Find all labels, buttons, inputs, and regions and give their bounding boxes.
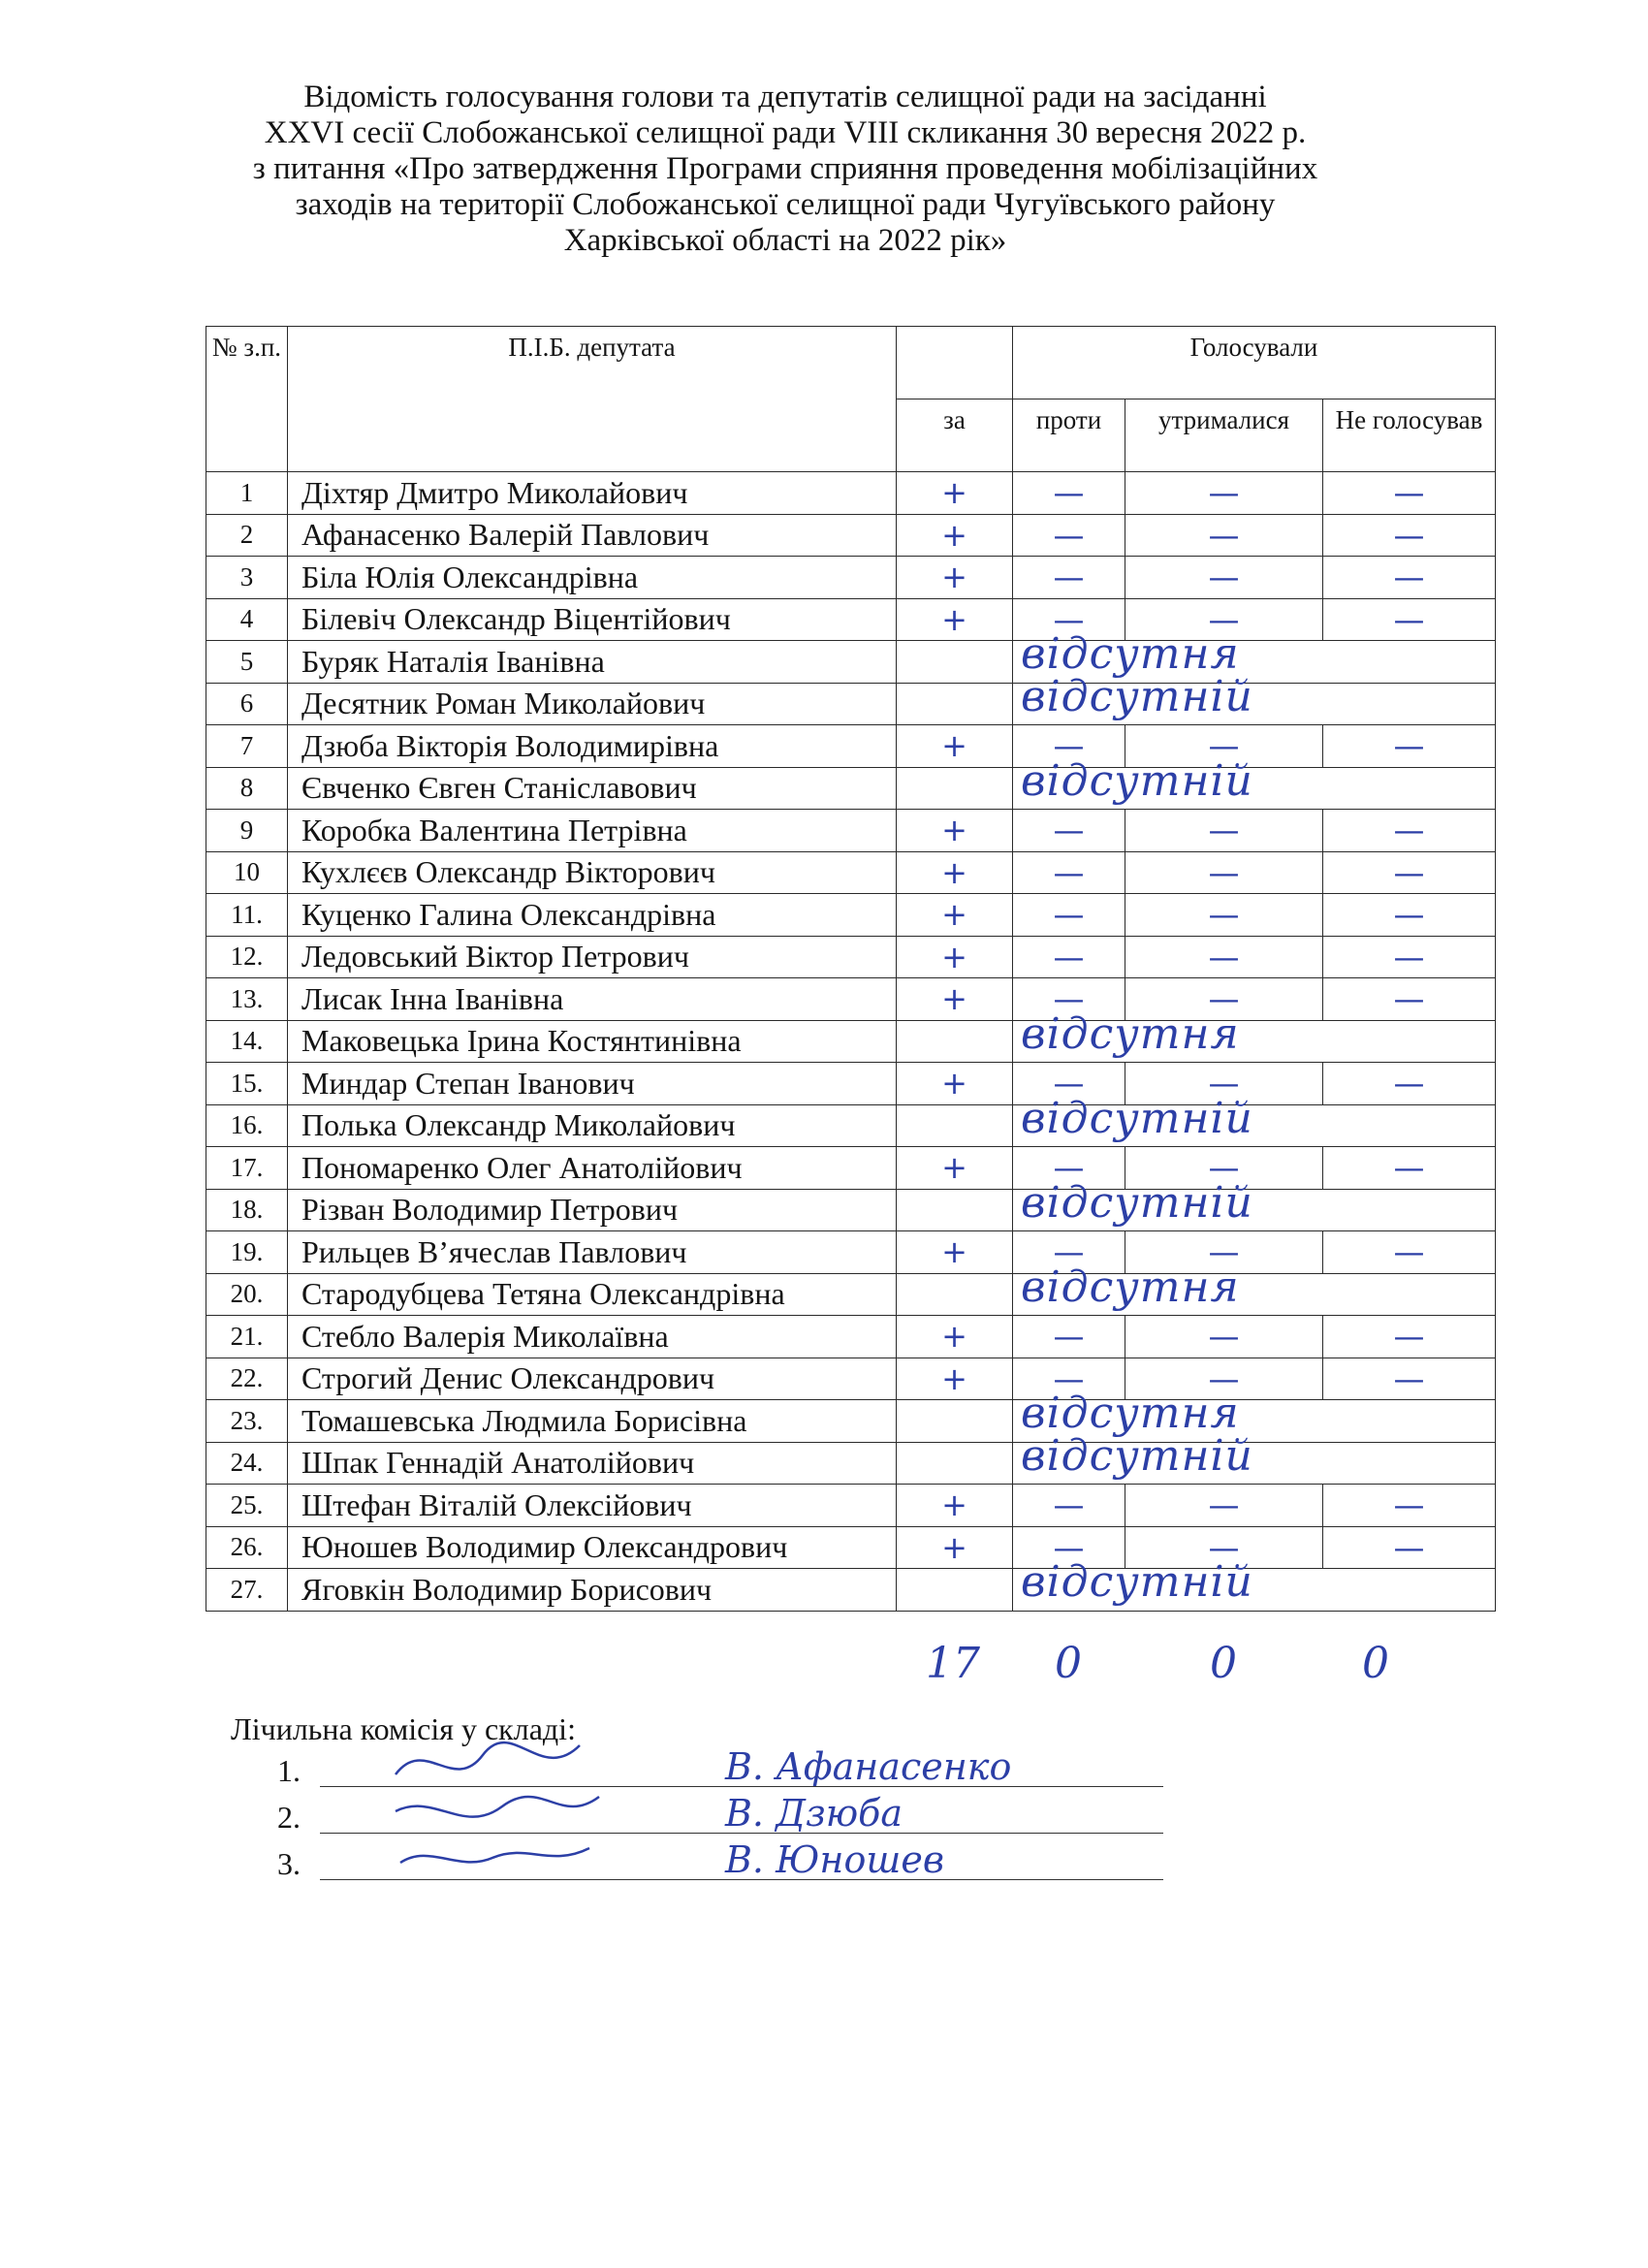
vote-ne-golosuvav: — [1323, 810, 1496, 852]
table-row [206, 598, 1496, 641]
absence-cell [1013, 1093, 1496, 1147]
vote-utrymalysia: — [1125, 1063, 1323, 1105]
deputy-name: Коробка Валентина Петрівна [288, 810, 897, 852]
table-row [206, 1526, 1496, 1569]
vote-ne-golosuvav: — [1323, 1063, 1496, 1105]
row-number: 14. [206, 1020, 288, 1063]
vote-ne-golosuvav: — [1323, 1358, 1496, 1400]
table-row [206, 894, 1496, 937]
vote-proty: — [1013, 1231, 1125, 1274]
deputy-name: Діхтяр Дмитро Миколайович [288, 472, 897, 515]
vote-proty: — [1013, 936, 1125, 978]
vote-ne-golosuvav: — [1323, 557, 1496, 599]
total-proty: 0 [1055, 1639, 1082, 1688]
signature-line [320, 1879, 1163, 1880]
row-number: 17. [206, 1147, 288, 1190]
vote-za: + [897, 894, 1013, 937]
vote-ne-golosuvav: — [1323, 725, 1496, 768]
vote-ne-golosuvav: — [1323, 598, 1496, 641]
vote-proty: — [1013, 1358, 1125, 1400]
table-row [206, 725, 1496, 768]
vote-za: + [897, 514, 1013, 557]
commission-member [231, 1792, 1200, 1840]
deputy-name: Строгий Денис Олександрович [288, 1358, 897, 1400]
table-row [206, 641, 1496, 684]
vote-za: + [897, 978, 1013, 1021]
table-row [206, 557, 1496, 599]
table-row [206, 1063, 1496, 1105]
vote-ne-golosuvav: — [1323, 894, 1496, 937]
vote-ne-golosuvav: — [1323, 936, 1496, 978]
header-voted: Голосували [1013, 327, 1496, 399]
total-za: 17 [926, 1639, 980, 1688]
absent-note: відсутня [1021, 629, 1240, 679]
absent-note: відсутня [1021, 1262, 1240, 1312]
vote-za: + [897, 557, 1013, 599]
vote-proty: — [1013, 1485, 1125, 1527]
row-number: 21. [206, 1316, 288, 1358]
row-number: 15. [206, 1063, 288, 1105]
table-row [206, 1316, 1496, 1358]
table-row [206, 1400, 1496, 1443]
table-row [206, 978, 1496, 1021]
vote-proty: — [1013, 810, 1125, 852]
absence-cell [1013, 1430, 1496, 1485]
table-row [206, 810, 1496, 852]
deputy-name: Штефан Віталій Олексійович [288, 1485, 897, 1527]
deputy-name: Полька Олександр Миколайович [288, 1104, 897, 1147]
deputy-name: Дзюба Вікторія Володимирівна [288, 725, 897, 768]
row-number: 25. [206, 1485, 288, 1527]
row-number: 1 [206, 472, 288, 515]
vote-utrymalysia: — [1125, 1358, 1323, 1400]
row-number: 23. [206, 1400, 288, 1443]
vote-proty: — [1013, 598, 1125, 641]
table-row [206, 1020, 1496, 1063]
vote-proty: — [1013, 1147, 1125, 1190]
vote-ne-golosuvav: — [1323, 1316, 1496, 1358]
header-proty: проти [1013, 399, 1125, 472]
signature-image [386, 1829, 609, 1887]
deputy-name: Куценко Галина Олександрівна [288, 894, 897, 937]
row-number: 4 [206, 598, 288, 641]
member-number: 3. [277, 1846, 301, 1881]
table-row [206, 472, 1496, 515]
vote-proty: — [1013, 851, 1125, 894]
table-row [206, 1231, 1496, 1274]
header-empty [897, 327, 1013, 399]
deputy-name: Лисак Інна Іванівна [288, 978, 897, 1021]
title-line: заходів на території Слобожанської селищної ради Чугуївського району [295, 187, 1276, 222]
vote-totals [0, 1639, 1648, 1687]
title-line: з питання «Про затвердження Програми сприяння проведення мобілізаційних [252, 151, 1318, 186]
absence-cell [1013, 671, 1496, 725]
member-number: 2. [277, 1800, 301, 1835]
vote-za [897, 767, 1013, 810]
table-row [206, 1147, 1496, 1190]
row-number: 11. [206, 894, 288, 937]
row-number: 26. [206, 1526, 288, 1569]
vote-za: + [897, 1316, 1013, 1358]
vote-utrymalysia: — [1125, 1485, 1323, 1527]
absent-note: відсутній [1021, 671, 1253, 721]
absence-cell [1013, 1557, 1496, 1612]
absence-cell [1013, 1177, 1496, 1231]
member-name: В. Афанасенко [725, 1745, 1012, 1788]
deputy-name: Томашевська Людмила Борисівна [288, 1400, 897, 1443]
title-line: XXVI сесії Слобожанської селищної ради VIII скликання 30 вересня 2022 р. [264, 115, 1307, 150]
row-number: 2 [206, 514, 288, 557]
vote-za [897, 1273, 1013, 1316]
vote-za: + [897, 598, 1013, 641]
row-number: 18. [206, 1189, 288, 1231]
vote-ne-golosuvav: — [1323, 851, 1496, 894]
table-row [206, 1569, 1496, 1612]
deputy-name: Афанасенко Валерій Павлович [288, 514, 897, 557]
table-row [206, 1485, 1496, 1527]
vote-utrymalysia: — [1125, 598, 1323, 641]
vote-za [897, 1189, 1013, 1231]
vote-za [897, 1569, 1013, 1612]
vote-proty: — [1013, 1063, 1125, 1105]
commission-member [231, 1838, 1200, 1887]
vote-utrymalysia: — [1125, 472, 1323, 515]
deputy-name: Миндар Степан Іванович [288, 1063, 897, 1105]
vote-ne-golosuvav: — [1323, 1231, 1496, 1274]
deputy-name: Білевіч Олександр Віцентійович [288, 598, 897, 641]
row-number: 3 [206, 557, 288, 599]
deputy-name: Євченко Євген Станіславович [288, 767, 897, 810]
row-number: 22. [206, 1358, 288, 1400]
vote-za: + [897, 1485, 1013, 1527]
vote-za: + [897, 725, 1013, 768]
vote-za: + [897, 1358, 1013, 1400]
table-row [206, 1189, 1496, 1231]
deputy-name: Рильцев В’ячеслав Павлович [288, 1231, 897, 1274]
deputy-name: Десятник Роман Миколайович [288, 683, 897, 725]
table-row [206, 514, 1496, 557]
vote-ne-golosuvav: — [1323, 1485, 1496, 1527]
absent-note: відсутній [1021, 1093, 1253, 1143]
absent-note: відсутня [1021, 1008, 1240, 1059]
row-number: 12. [206, 936, 288, 978]
vote-ne-golosuvav: — [1323, 514, 1496, 557]
absent-note: відсутній [1021, 1177, 1253, 1228]
row-number: 5 [206, 641, 288, 684]
vote-za [897, 1104, 1013, 1147]
vote-utrymalysia: — [1125, 810, 1323, 852]
member-name: В. Юношев [725, 1838, 944, 1881]
document-title [155, 80, 1415, 259]
vote-utrymalysia: — [1125, 1526, 1323, 1569]
deputy-name: Біла Юлія Олександрівна [288, 557, 897, 599]
deputy-name: Стародубцева Тетяна Олександрівна [288, 1273, 897, 1316]
table-row [206, 851, 1496, 894]
table-row [206, 1273, 1496, 1316]
vote-za [897, 641, 1013, 684]
vote-za [897, 1442, 1013, 1485]
vote-proty: — [1013, 1316, 1125, 1358]
counting-commission [231, 1711, 1200, 1887]
absent-note: відсутня [1021, 1389, 1240, 1438]
vote-ne-golosuvav: — [1323, 978, 1496, 1021]
deputy-name: Стебло Валерія Миколаївна [288, 1316, 897, 1358]
deputy-name: Різван Володимир Петрович [288, 1189, 897, 1231]
vote-za [897, 1020, 1013, 1063]
vote-utrymalysia: — [1125, 725, 1323, 768]
vote-utrymalysia: — [1125, 936, 1323, 978]
vote-utrymalysia: — [1125, 557, 1323, 599]
header-utrymalysia: утрималися [1125, 399, 1323, 472]
row-number: 16. [206, 1104, 288, 1147]
absence-cell [1013, 755, 1496, 810]
table-row [206, 1442, 1496, 1485]
vote-utrymalysia: — [1125, 1316, 1323, 1358]
commission-member [231, 1745, 1200, 1794]
voting-table [206, 326, 1496, 1612]
absent-note: відсутній [1021, 1557, 1253, 1607]
vote-proty: — [1013, 894, 1125, 937]
row-number: 24. [206, 1442, 288, 1485]
vote-ne-golosuvav: — [1323, 1147, 1496, 1190]
header-za: за [897, 399, 1013, 472]
vote-za: + [897, 1063, 1013, 1105]
deputy-name: Ледовський Віктор Петрович [288, 936, 897, 978]
table-row [206, 683, 1496, 725]
vote-za: + [897, 472, 1013, 515]
vote-proty: — [1013, 978, 1125, 1021]
vote-ne-golosuvav: — [1323, 1526, 1496, 1569]
vote-za: + [897, 810, 1013, 852]
table-row [206, 767, 1496, 810]
vote-za: + [897, 1147, 1013, 1190]
commission-title: Лічильна комісія у складі: [231, 1711, 576, 1746]
deputy-name: Буряк Наталія Іванівна [288, 641, 897, 684]
vote-za: + [897, 851, 1013, 894]
title-line: Харківської області на 2022 рік» [563, 223, 1007, 258]
deputy-name: Кухлєєв Олександр Вікторович [288, 851, 897, 894]
total-ne-golosuvav: 0 [1362, 1639, 1389, 1688]
vote-za [897, 683, 1013, 725]
absence-cell [1013, 1008, 1496, 1063]
vote-za: + [897, 936, 1013, 978]
deputy-name: Шпак Геннадій Анатолійович [288, 1442, 897, 1485]
row-number: 7 [206, 725, 288, 768]
vote-proty: — [1013, 725, 1125, 768]
row-number: 6 [206, 683, 288, 725]
vote-utrymalysia: — [1125, 978, 1323, 1021]
deputy-name: Юношев Володимир Олександрович [288, 1526, 897, 1569]
vote-utrymalysia: — [1125, 1231, 1323, 1274]
absent-note: відсутній [1021, 755, 1253, 806]
vote-za [897, 1400, 1013, 1443]
vote-za: + [897, 1231, 1013, 1274]
member-number: 1. [277, 1753, 301, 1788]
table-row [206, 1104, 1496, 1147]
row-number: 8 [206, 767, 288, 810]
vote-utrymalysia: — [1125, 514, 1323, 557]
row-number: 10 [206, 851, 288, 894]
vote-proty: — [1013, 472, 1125, 515]
vote-proty: — [1013, 514, 1125, 557]
table-row [206, 936, 1496, 978]
table-body [206, 472, 1496, 1612]
deputy-name: Маковецька Ірина Костянтинівна [288, 1020, 897, 1063]
vote-utrymalysia: — [1125, 894, 1323, 937]
total-utrymalysia: 0 [1210, 1639, 1237, 1688]
deputy-name: Пономаренко Олег Анатолійович [288, 1147, 897, 1190]
member-name: В. Дзюба [725, 1792, 903, 1835]
header-num: № з.п. [206, 327, 288, 472]
header-name: П.І.Б. депутата [288, 327, 897, 472]
vote-za: + [897, 1526, 1013, 1569]
vote-utrymalysia: — [1125, 851, 1323, 894]
row-number: 20. [206, 1273, 288, 1316]
row-number: 9 [206, 810, 288, 852]
vote-ne-golosuvav: — [1323, 472, 1496, 515]
title-line: Відомість голосування голови та депутатів селищної ради на засіданні [303, 80, 1267, 114]
header-ne-golosuvav: Не голосував [1323, 399, 1496, 472]
vote-proty: — [1013, 1526, 1125, 1569]
vote-proty: — [1013, 557, 1125, 599]
table-row [206, 1358, 1496, 1400]
vote-utrymalysia: — [1125, 1147, 1323, 1190]
absence-cell [1013, 1262, 1496, 1316]
row-number: 13. [206, 978, 288, 1021]
absent-note: відсутній [1021, 1430, 1253, 1481]
row-number: 27. [206, 1569, 288, 1612]
deputy-name: Яговкін Володимир Борисович [288, 1569, 897, 1612]
row-number: 19. [206, 1231, 288, 1274]
